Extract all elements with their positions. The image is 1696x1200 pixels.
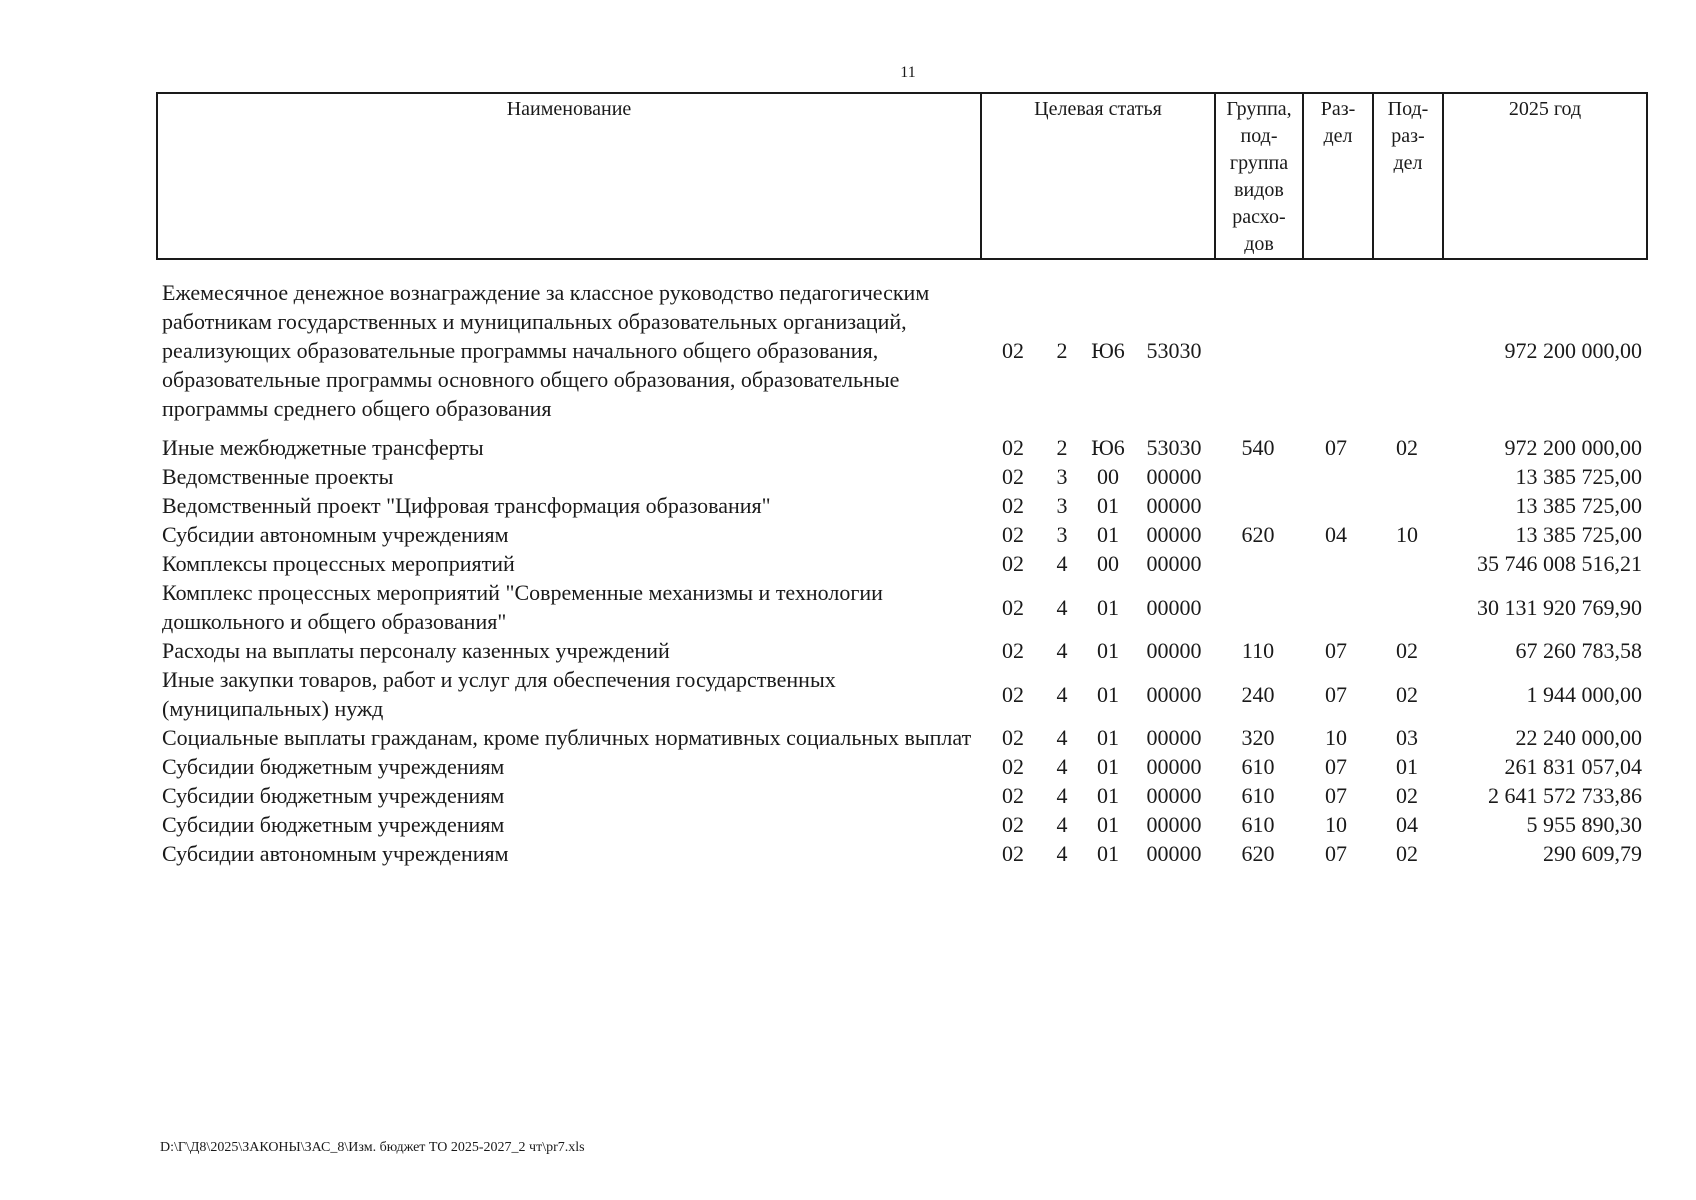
amount-2025: 22 240 000,00 xyxy=(1515,725,1642,750)
target-program: 02 xyxy=(1002,522,1024,547)
header-year: 2025 год xyxy=(1443,93,1647,259)
expense-group xyxy=(1216,578,1300,636)
subsection xyxy=(1372,491,1442,520)
header-name: Наименование xyxy=(157,93,981,259)
target-direction: 00000 xyxy=(1146,841,1202,866)
row-name: Социальные выплаты гражданам, кроме публичных нормативных социальных выплат xyxy=(162,725,972,750)
header-expense-group-line: видов xyxy=(1234,179,1284,201)
row-name: Ведомственные проекты xyxy=(162,464,394,489)
row-name: Иные закупки товаров, работ и услуг для обеспечения государственных (муниципальных) нужд xyxy=(162,667,836,721)
expense-group: 540 xyxy=(1241,435,1275,460)
amount-2025: 30 131 920 769,90 xyxy=(1477,594,1642,620)
expense-group: 620 xyxy=(1241,522,1275,547)
row-name: Комплексы процессных мероприятий xyxy=(162,551,515,576)
row-name: Субсидии автономным учреждениям xyxy=(162,841,509,866)
header-expense-group-line: под- xyxy=(1240,125,1278,147)
target-direction: 00000 xyxy=(1146,594,1202,620)
table-row xyxy=(156,810,1646,839)
table-header xyxy=(156,92,1648,260)
target-subprogram: 4 xyxy=(1056,725,1068,750)
target-event: 01 xyxy=(1097,638,1119,663)
target-program: 02 xyxy=(1002,841,1024,866)
subsection: 02 xyxy=(1396,841,1418,866)
expense-group xyxy=(1216,462,1300,491)
target-subprogram: 4 xyxy=(1056,812,1068,837)
section: 07 xyxy=(1325,681,1347,707)
amount-2025: 13 385 725,00 xyxy=(1515,493,1642,518)
subsection: 01 xyxy=(1396,754,1418,779)
target-event: 00 xyxy=(1097,464,1119,489)
target-program: 02 xyxy=(1002,812,1024,837)
header-subsection-line: дел xyxy=(1393,152,1423,174)
target-direction: 53030 xyxy=(1146,338,1202,363)
target-direction: 00000 xyxy=(1146,638,1202,663)
header-expense-group-line: дов xyxy=(1244,233,1274,255)
header-subsection-line: раз- xyxy=(1391,125,1425,147)
table-row xyxy=(156,278,1646,433)
target-direction: 00000 xyxy=(1146,551,1202,576)
target-event: 01 xyxy=(1097,812,1119,837)
table-row xyxy=(156,549,1646,578)
section: 10 xyxy=(1325,725,1347,750)
table-row xyxy=(156,433,1646,462)
table-row xyxy=(156,462,1646,491)
target-program: 02 xyxy=(1002,435,1024,460)
amount-2025: 972 200 000,00 xyxy=(1504,435,1642,460)
amount-2025: 2 641 572 733,86 xyxy=(1488,783,1642,808)
target-event: 01 xyxy=(1097,754,1119,779)
section: 07 xyxy=(1325,783,1347,808)
row-name: Субсидии бюджетным учреждениям xyxy=(162,812,505,837)
target-subprogram: 4 xyxy=(1056,594,1068,620)
target-direction: 53030 xyxy=(1146,435,1202,460)
subsection xyxy=(1372,462,1442,491)
section: 07 xyxy=(1325,754,1347,779)
target-direction: 00000 xyxy=(1146,783,1202,808)
subsection: 02 xyxy=(1396,435,1418,460)
row-name: Субсидии бюджетным учреждениям xyxy=(162,783,505,808)
header-expense-group-line: Группа, xyxy=(1226,98,1292,120)
header-subsection-line: Под- xyxy=(1387,98,1429,120)
target-subprogram: 2 xyxy=(1056,435,1068,460)
table-row xyxy=(156,520,1646,549)
subsection: 03 xyxy=(1396,725,1418,750)
target-subprogram: 3 xyxy=(1056,464,1068,489)
amount-2025: 972 200 000,00 xyxy=(1504,338,1642,363)
target-subprogram: 4 xyxy=(1056,551,1068,576)
amount-2025: 67 260 783,58 xyxy=(1515,638,1642,663)
row-name: Ежемесячное денежное вознаграждение за классное руководство педагогическим работникам государственных и муниципальных образовательных организаций, реализующих образовательные программы начального общего образования, образовательные программы основного общего образования, образовательные программы среднего общего образования xyxy=(162,280,930,421)
subsection: 04 xyxy=(1396,812,1418,837)
target-program: 02 xyxy=(1002,638,1024,663)
target-direction: 00000 xyxy=(1146,493,1202,518)
amount-2025: 5 955 890,30 xyxy=(1526,812,1642,837)
expense-group xyxy=(1216,549,1300,578)
section xyxy=(1300,578,1372,636)
target-program: 02 xyxy=(1002,493,1024,518)
table-row xyxy=(156,723,1646,752)
section: 04 xyxy=(1325,522,1347,547)
target-event: 01 xyxy=(1097,725,1119,750)
header-section-line: Раз- xyxy=(1320,98,1356,120)
section: 07 xyxy=(1325,435,1347,460)
target-program: 02 xyxy=(1002,551,1024,576)
target-subprogram: 4 xyxy=(1056,681,1068,707)
expense-group: 620 xyxy=(1241,841,1275,866)
target-event: Ю6 xyxy=(1091,338,1125,363)
expense-group xyxy=(1216,491,1300,520)
subsection xyxy=(1372,278,1442,433)
expense-group: 610 xyxy=(1241,783,1275,808)
amount-2025: 261 831 057,04 xyxy=(1504,754,1642,779)
header-target-article: Целевая статья xyxy=(981,93,1215,259)
expense-group xyxy=(1216,278,1300,433)
target-subprogram: 3 xyxy=(1056,493,1068,518)
target-subprogram: 4 xyxy=(1056,841,1068,866)
target-direction: 00000 xyxy=(1146,464,1202,489)
target-direction: 00000 xyxy=(1146,681,1202,707)
amount-2025: 290 609,79 xyxy=(1543,841,1642,866)
row-name: Ведомственный проект "Цифровая трансформация образования" xyxy=(162,493,771,518)
section: 07 xyxy=(1325,841,1347,866)
subsection xyxy=(1372,578,1442,636)
table-row xyxy=(156,665,1646,723)
target-event: 01 xyxy=(1097,681,1119,707)
target-program: 02 xyxy=(1002,783,1024,808)
target-direction: 00000 xyxy=(1146,812,1202,837)
page-number: 11 xyxy=(900,64,916,81)
header-subsection xyxy=(1373,93,1443,259)
section xyxy=(1300,462,1372,491)
row-name: Субсидии бюджетным учреждениям xyxy=(162,754,505,779)
row-name: Иные межбюджетные трансферты xyxy=(162,435,484,460)
target-direction: 00000 xyxy=(1146,754,1202,779)
target-subprogram: 2 xyxy=(1056,338,1068,363)
target-program: 02 xyxy=(1002,725,1024,750)
target-direction: 00000 xyxy=(1146,522,1202,547)
table-row xyxy=(156,752,1646,781)
section: 10 xyxy=(1325,812,1347,837)
header-expense-group-line: расхо- xyxy=(1232,206,1286,228)
section xyxy=(1300,278,1372,433)
expense-group: 320 xyxy=(1241,725,1275,750)
subsection: 02 xyxy=(1396,681,1418,707)
amount-2025: 13 385 725,00 xyxy=(1515,464,1642,489)
target-subprogram: 4 xyxy=(1056,783,1068,808)
target-subprogram: 4 xyxy=(1056,638,1068,663)
subsection: 02 xyxy=(1396,638,1418,663)
section xyxy=(1300,549,1372,578)
expense-group: 240 xyxy=(1241,681,1275,707)
header-expense-group xyxy=(1215,93,1303,259)
target-program: 02 xyxy=(1002,681,1024,707)
amount-2025: 35 746 008 516,21 xyxy=(1477,551,1642,576)
subsection: 02 xyxy=(1396,783,1418,808)
amount-2025: 1 944 000,00 xyxy=(1526,681,1642,707)
target-program: 02 xyxy=(1002,338,1024,363)
expense-group: 610 xyxy=(1241,754,1275,779)
target-event: 00 xyxy=(1097,551,1119,576)
amount-2025: 13 385 725,00 xyxy=(1515,522,1642,547)
target-event: 01 xyxy=(1097,522,1119,547)
target-event: 01 xyxy=(1097,594,1119,620)
header-section-line: дел xyxy=(1323,125,1353,147)
header-expense-group-line: группа xyxy=(1229,152,1289,174)
target-program: 02 xyxy=(1002,754,1024,779)
target-subprogram: 4 xyxy=(1056,754,1068,779)
expense-group: 610 xyxy=(1241,812,1275,837)
header-section xyxy=(1303,93,1373,259)
expense-group: 110 xyxy=(1241,638,1275,663)
target-event: Ю6 xyxy=(1091,435,1125,460)
table-row xyxy=(156,636,1646,665)
table-row xyxy=(156,491,1646,520)
target-event: 01 xyxy=(1097,493,1119,518)
target-program: 02 xyxy=(1002,464,1024,489)
section: 07 xyxy=(1325,638,1347,663)
table-row xyxy=(156,839,1646,868)
row-name: Комплекс процессных мероприятий "Современные механизмы и технологии дошкольного и общего образования" xyxy=(162,580,883,634)
target-program: 02 xyxy=(1002,594,1024,620)
row-name: Расходы на выплаты персоналу казенных учреждений xyxy=(162,638,670,663)
target-direction: 00000 xyxy=(1146,725,1202,750)
target-subprogram: 3 xyxy=(1056,522,1068,547)
subsection xyxy=(1372,549,1442,578)
subsection: 10 xyxy=(1396,522,1418,547)
table-row xyxy=(156,578,1646,636)
target-event: 01 xyxy=(1097,841,1119,866)
section xyxy=(1300,491,1372,520)
row-name: Субсидии автономным учреждениям xyxy=(162,522,509,547)
budget-table xyxy=(156,278,1646,868)
file-path: D:\Г\Д8\2025\ЗАКОНЫ\ЗАС_8\Изм. бюджет ТО 2025-2027_2 чт\pr7.xls xyxy=(160,1140,585,1155)
target-event: 01 xyxy=(1097,783,1119,808)
table-row xyxy=(156,781,1646,810)
